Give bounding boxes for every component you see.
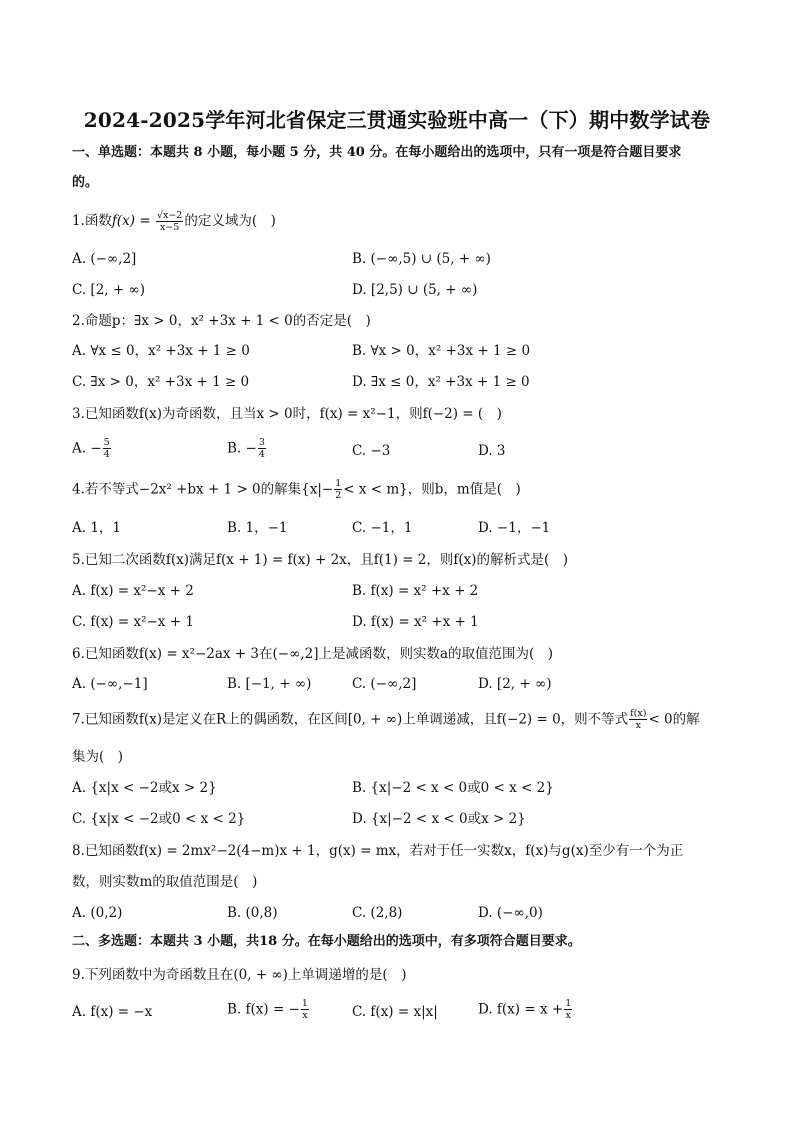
section-1-heading <box>72 138 722 198</box>
q2-option-a[interactable]: A. ∀x ≤ 0，x² +3x + 1 ≥ 0 <box>72 343 250 359</box>
q6-option-a[interactable]: A. (−∞,−1] <box>72 676 148 692</box>
q1-fraction: $\frac{√x-2}{x-5}$ <box>156 210 183 233</box>
q7-option-a[interactable]: A. {x|x < −2或x > 2} <box>72 780 217 796</box>
question-3-stem: 3.已知函数f(x)为奇函数，且当x > 0时，f(x) = x²−1，则f(−2) = ( ) <box>72 406 502 422</box>
q8-option-b[interactable]: B. (0,8) <box>227 905 278 921</box>
q2-option-d[interactable]: D. ∃x ≤ 0，x² +3x + 1 ≥ 0 <box>352 374 530 390</box>
q6-option-b[interactable]: B. [−1, + ∞) <box>227 676 312 692</box>
q3-option-c[interactable]: C. −3 <box>352 443 391 459</box>
q7-option-b[interactable]: B. {x|−2 < x < 0或0 < x < 2} <box>352 780 554 796</box>
q9-option-b[interactable]: B. f(x) = − $\frac{1}{x}$ <box>227 998 308 1021</box>
question-8-stem-line-2: 数，则实数m的取值范围是( ) <box>72 874 258 890</box>
q9-d-fraction: $\frac{1}{x}$ <box>565 998 572 1021</box>
q1-function: f(x) = <box>111 213 151 229</box>
q1-option-d[interactable]: D. [2,5) ∪ (5, + ∞) <box>352 282 478 298</box>
q1-option-a[interactable]: A. (−∞,2] <box>72 251 137 267</box>
section-1-line-2: 的。 <box>72 175 99 190</box>
question-7-stem: 7.已知函数f(x)是定义在R上的偶函数，在区间[0, + ∞)上单调递减，且f(−2) = 0，则不等式 $\frac{f(x)}{x}$ < 0的解 <box>72 708 700 731</box>
q9-option-c[interactable]: C. f(x) = x|x| <box>352 1004 438 1020</box>
q5-option-c[interactable]: C. f(x) = x²−x + 1 <box>72 614 194 630</box>
q4-option-b[interactable]: B. 1，−1 <box>227 520 288 536</box>
question-9-stem: 9.下列函数中为奇函数且在(0, + ∞)上单调递增的是( ) <box>72 967 407 983</box>
q2-option-b[interactable]: B. ∀x > 0，x² +3x + 1 ≥ 0 <box>352 343 531 359</box>
exam-title: 2024-2025学年河北省保定三贯通实验班中高一（下）期中数学试卷 <box>83 108 711 132</box>
q9-option-d[interactable]: D. f(x) = x + $\frac{1}{x}$ <box>478 998 572 1021</box>
question-7-stem-line-2: 集为( ) <box>72 749 124 765</box>
q7-fraction: $\frac{f(x)}{x}$ <box>630 708 647 731</box>
q8-option-d[interactable]: D. (−∞,0) <box>478 905 543 921</box>
q1-option-b[interactable]: B. (−∞,5) ∪ (5, + ∞) <box>352 251 491 267</box>
section-1-line-1: 一、单选题：本题共 8 小题，每小题 5 分，共 40 分。在每小题给出的选项中，只有一项是符合题目要求 <box>72 145 682 160</box>
q4-option-c[interactable]: C. −1，1 <box>352 520 413 536</box>
question-5-stem: 5.已知二次函数f(x)满足f(x + 1) = f(x) + 2x，且f(1) = 2，则f(x)的解析式是( ) <box>72 552 569 568</box>
q3-option-a[interactable]: A. − $\frac{5}{4}$ <box>72 437 110 460</box>
q7-option-d[interactable]: D. {x|−2 < x < 0或x > 2} <box>352 811 526 827</box>
q7-option-c[interactable]: C. {x|x < −2或0 < x < 2} <box>72 811 246 827</box>
q2-option-c[interactable]: C. ∃x > 0，x² +3x + 1 ≥ 0 <box>72 374 250 390</box>
q8-option-a[interactable]: A. (0,2) <box>72 905 123 921</box>
q4-option-a[interactable]: A. 1，1 <box>72 520 122 536</box>
question-6-stem: 6.已知函数f(x) = x²−2ax + 3在(−∞,2]上是减函数，则实数a的取值范围为( ) <box>72 646 554 662</box>
question-8-stem: 8.已知函数f(x) = 2mx²−2(4−m)x + 1，g(x) = mx，若对于任一实数x，f(x)与g(x)至少有一个为正 <box>72 843 684 859</box>
q6-option-c[interactable]: C. (−∞,2] <box>352 676 417 692</box>
q5-option-a[interactable]: A. f(x) = x²−x + 2 <box>72 583 194 599</box>
q3-a-fraction: $\frac{5}{4}$ <box>103 437 110 460</box>
q3-b-fraction: $\frac{3}{4}$ <box>258 437 265 460</box>
question-1-stem: 1.函数f(x) = $\frac{√x-2}{x-5}$ 的定义域为( ) <box>72 210 276 233</box>
q6-option-d[interactable]: D. [2, + ∞) <box>478 676 552 692</box>
q3-option-b[interactable]: B. − $\frac{3}{4}$ <box>227 437 265 460</box>
question-2-stem: 2.命题p：∃x > 0，x² +3x + 1 < 0的否定是( ) <box>72 313 371 329</box>
q9-option-a[interactable]: A. f(x) = −x <box>72 1004 153 1020</box>
q5-option-d[interactable]: D. f(x) = x² +x + 1 <box>352 614 479 630</box>
q4-option-d[interactable]: D. −1，−1 <box>478 520 551 536</box>
question-4-stem: 4.若不等式−2x² +bx + 1 > 0的解集{x|− $\frac{1}{2}$ < x < m}，则b，m值是( ) <box>72 478 521 501</box>
q4-fraction: $\frac{1}{2}$ <box>335 478 342 501</box>
q1-option-c[interactable]: C. [2, + ∞) <box>72 282 145 298</box>
q3-option-d[interactable]: D. 3 <box>478 443 506 459</box>
q5-option-b[interactable]: B. f(x) = x² +x + 2 <box>352 583 479 599</box>
q9-b-fraction: $\frac{1}{x}$ <box>301 998 308 1021</box>
q8-option-c[interactable]: C. (2,8) <box>352 905 403 921</box>
section-2-heading: 二、多选题：本题共 3 小题，共18 分。在每小题给出的选项中，有多项符合题目要求。 <box>72 934 581 949</box>
